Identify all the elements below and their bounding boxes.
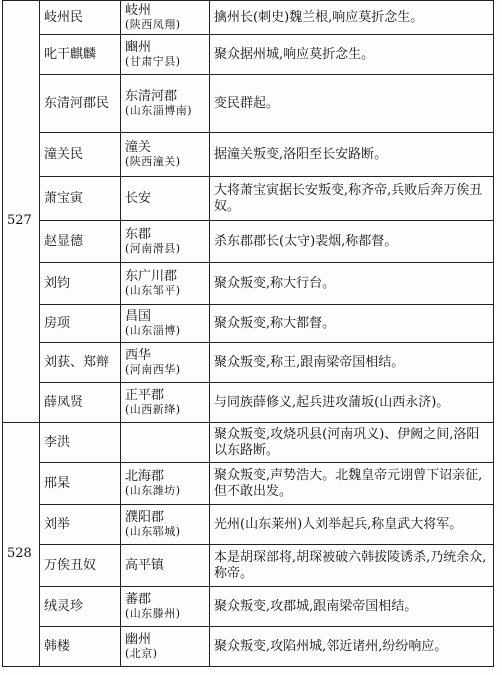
place-name: 幽州 [125,632,152,647]
table-row [3,463,494,505]
person-cell: 潼关民 [40,133,121,177]
event-cell: 大将萧宝寅据长安叛变,称齐帝,兵败后奔万俟丑奴。 [210,177,494,221]
table-row [3,177,494,221]
place-modern-note: (河南滑县) [125,242,181,255]
place-cell [121,505,210,545]
place-name: 高平镇 [125,558,165,573]
event-cell: 与同族薛修义,起兵进攻蒲坂(山西永济)。 [210,383,494,423]
place-cell [121,343,210,383]
table-row [3,305,494,343]
person-cell: 薛凤贤 [40,383,121,423]
event-cell: 聚众叛变,攻烧巩县(河南巩义)、伊阙之间,洛阳以东路断。 [210,423,494,463]
place-name: 长安 [125,191,152,206]
place-name: 东郡 [125,227,152,242]
person-cell: 房项 [40,305,121,343]
place-cell [121,423,210,463]
place-modern-note: (陕西潼关) [125,155,181,168]
event-cell: 本是胡琛部将,胡琛被破六韩拔陵诱杀,乃统余众,称帝。 [210,545,494,587]
place-cell [121,545,210,587]
place-modern-note: (陕西凤翔) [125,18,181,31]
person-cell: 万俟丑奴 [40,545,121,587]
place-cell [121,463,210,505]
place-name: 昌国 [125,309,152,324]
place-name: 东广川郡 [125,269,178,284]
table-row [3,263,494,305]
event-cell: 聚众叛变,称大行台。 [210,263,494,305]
table-row [3,627,494,667]
person-cell: 刘举 [40,505,121,545]
place-cell [121,263,210,305]
place-modern-note: (甘肃宁县) [125,55,181,68]
table-row [3,545,494,587]
person-cell: 东清河郡民 [40,75,121,133]
event-cell: 光州(山东莱州)人刘举起兵,称皇武大将军。 [210,505,494,545]
person-cell: 邢杲 [40,463,121,505]
place-name: 蕃郡 [125,592,152,607]
place-name: 濮阳郡 [125,510,165,525]
person-cell: 叱干麒麟 [40,35,121,75]
table-row [3,343,494,383]
place-modern-note: (山东邹平) [125,284,181,297]
place-cell [121,75,210,133]
event-cell: 聚众叛变,声势浩大。北魏皇帝元诩曾下诏亲征,但不敢出发。 [210,463,494,505]
person-cell: 赵显德 [40,221,121,263]
year-cell [3,1,40,423]
place-modern-note: (山东淄博南) [125,104,193,117]
place-cell [121,1,210,35]
table-row [3,1,494,35]
place-cell [121,35,210,75]
person-cell: 绒灵珍 [40,587,121,627]
place-cell [121,627,210,667]
person-cell: 韩楼 [40,627,121,667]
table-row [3,587,494,627]
person-cell: 岐州民 [40,1,121,35]
year-label: 527 [7,212,32,228]
year-label: 528 [7,545,32,561]
place-name: 正平郡 [125,388,165,403]
year-cell [3,423,40,667]
person-cell: 刘获、郑辩 [40,343,121,383]
place-name: 东清河郡 [125,89,178,104]
table-body [3,1,494,667]
person-cell: 萧宝寅 [40,177,121,221]
table-row [3,505,494,545]
event-cell: 变民群起。 [210,75,494,133]
place-cell [121,383,210,423]
place-modern-note: (山东滕州) [125,607,181,620]
event-cell: 聚众据州城,响应莫折念生。 [210,35,494,75]
place-name: 北海郡 [125,469,165,484]
place-modern-note: (山西新绛) [125,403,181,416]
place-name: 潼关 [125,140,152,155]
person-cell: 刘钧 [40,263,121,305]
event-cell: 据潼关叛变,洛阳至长安路断。 [210,133,494,177]
person-cell: 李洪 [40,423,121,463]
place-modern-note: (北京) [125,647,158,660]
place-cell [121,305,210,343]
event-cell: 聚众叛变,称王,跟南梁帝国相结。 [210,343,494,383]
rebellion-table [2,0,494,667]
place-modern-note: (山东郓城) [125,525,181,538]
place-name: 豳州 [125,40,152,55]
table-row [3,423,494,463]
place-cell [121,221,210,263]
table-row [3,35,494,75]
place-modern-note: (山东淄博) [125,324,181,337]
table-row [3,75,494,133]
table-row [3,133,494,177]
place-cell [121,587,210,627]
event-cell: 聚众叛变,称大都督。 [210,305,494,343]
event-cell: 杀东郡郡长(太守)裴烟,称都督。 [210,221,494,263]
place-modern-note: (河南西华) [125,363,181,376]
table-row [3,383,494,423]
event-cell: 擒州长(刺史)魏兰根,响应莫折念生。 [210,1,494,35]
place-modern-note: (山东潍坊) [125,484,181,497]
table-row [3,221,494,263]
place-cell [121,177,210,221]
place-name: 岐州 [125,3,152,18]
event-cell: 聚众叛变,攻陷州城,邻近诸州,纷纷响应。 [210,627,494,667]
place-cell [121,133,210,177]
place-name: 西华 [125,348,152,363]
event-cell: 聚众叛变,攻郡城,跟南梁帝国相结。 [210,587,494,627]
